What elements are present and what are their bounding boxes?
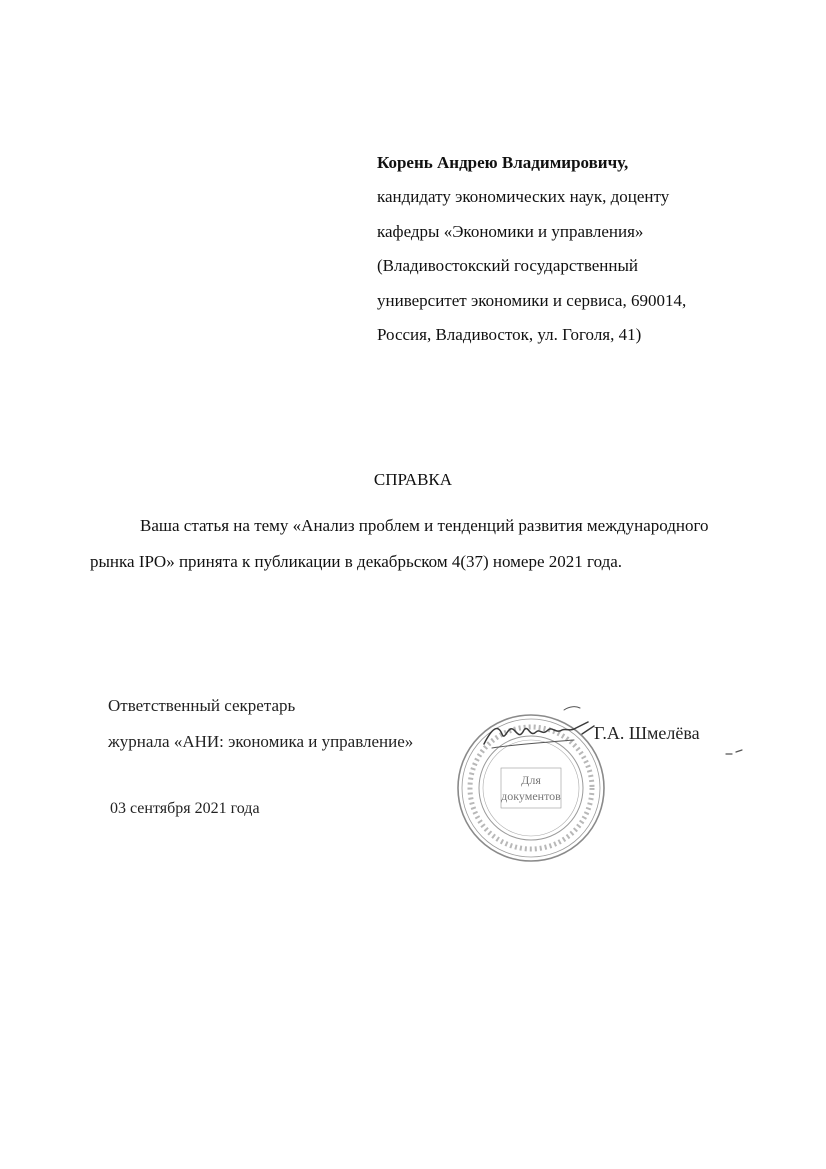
addressee-name: Корень Андрею Владимировичу, xyxy=(377,153,629,172)
addressee-line: (Владивостокский государственный xyxy=(377,256,639,276)
body-line: рынка IPO» принята к публикации в декабрьском 4(37) номере 2021 года. xyxy=(90,552,623,571)
addressee-line: кафедры «Экономики и управления» xyxy=(377,221,644,241)
document-title: СПРАВКА xyxy=(373,470,453,489)
signer-name: Г.А. Шмелёва xyxy=(594,723,700,743)
document-body xyxy=(90,508,750,580)
position-line: Ответственный секретарь xyxy=(108,696,296,715)
addressee-line: Россия, Владивосток, ул. Гоголя, 41) xyxy=(377,325,642,345)
seal-text-line1: Для xyxy=(521,773,541,787)
addressee-line: кандидату экономических наук, доценту xyxy=(377,187,670,207)
addressee-line: университет экономики и сервиса, 690014, xyxy=(377,290,687,310)
document-date: 03 сентября 2021 года xyxy=(110,800,260,817)
signatory-position xyxy=(108,688,413,760)
position-line: журнала «АНИ: экономика и управление» xyxy=(108,732,414,751)
stray-mark xyxy=(724,746,744,758)
seal-text-line2: документов xyxy=(501,789,561,803)
handwritten-signature xyxy=(478,704,602,756)
addressee-block xyxy=(377,146,797,352)
body-line: Ваша статья на тему «Анализ проблем и тенденций развития международного xyxy=(140,516,709,535)
